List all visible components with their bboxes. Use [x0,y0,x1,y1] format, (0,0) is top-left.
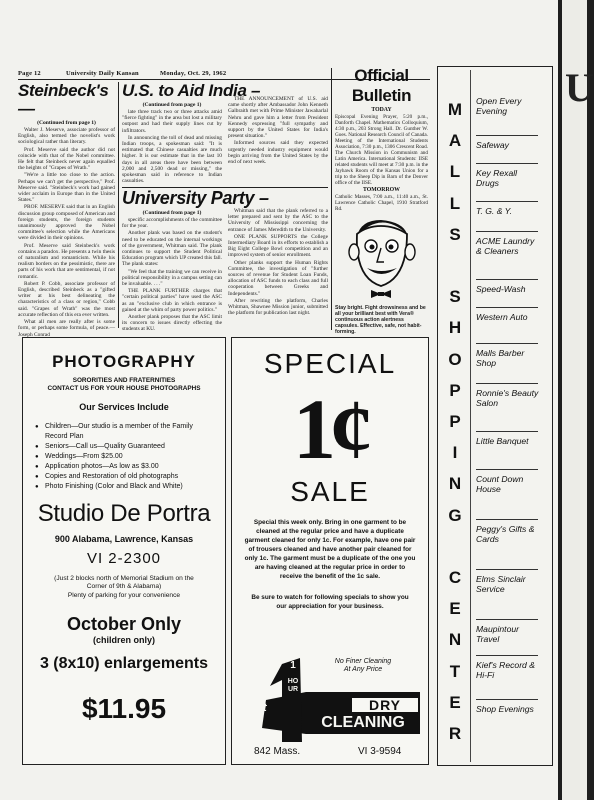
india-continued: (Continued from page 1) [142,102,202,108]
bulletin-text: Episcopal Evening Prayer, 5:20 p.m., Danforth Chapel. Mathematics Colloquium, 4:30 p.m., 203 Strong Hall. Dr. Gunther W. Goes. National Research Council of Canada. Meeting of the International Students Association, 7:30 p.m., 1306 Crescent Road. The Church Mission in Communism and Latin America. International Students: IISE related students will meet at 7:30 p.m. in the Jayhawk Room of the Kansas Union for a trip to the Sheep Dip in Barn of the Denver office of the IISE. [335,114,428,186]
malls-title-letter: L [449,193,461,213]
party-paragraph: Another plank was based on the student's need to be educated on the internal workings of the government, Whitman said. The plank continues to support the Student Political Education program which UP created this fall. The plank states: [122,230,222,268]
steinbeck-paragraph: "We're a little too close to the action. Perhaps we can't get the perspective," Prof. Meserve said. "Steinbeck's work had gained wider acclaim in Europe than in the United States." [18,172,115,204]
steinbeck-body [18,127,115,338]
sale-word: SALE [290,476,370,507]
malls-title-letter: N [448,630,462,650]
malls-store-separator [476,619,538,620]
service-item: ● Weddings—From $25.00 [35,452,213,462]
malls-store-separator [476,655,538,656]
party-paragraph: After rewriting the platform, Charles Whitman, Shawnee Mission junior, submitted the platform for publication last night. [228,297,328,317]
bulletin-today: TODAY [371,107,392,113]
malls-title-letter: N [448,474,462,494]
enlargements-offer: 3 (8x10) enlargements [39,655,209,673]
party-col2 [228,208,328,328]
bulletin-title: Official Bulletin [351,66,412,105]
studio-phone: VI 2-2300 [86,550,162,567]
children-only: (children only) [92,635,155,646]
service-item: ● Children—Our studio is a member of the Family Record Plan [35,422,213,442]
services-heading: Our Services Include [79,402,169,412]
cartoon-face-icon [335,208,428,300]
sale-body: Special this week only. Bring in one garment to be cleaned at the regular price and have a duplicate garment cleaned for only 1c. For example, have one pair of trousers cleaned and have another pair cleaned for only 1c. The garment must be a duplicate of the one you are having cleaned at the regular price in order to receive the benefit of the 1c sale. [244,519,416,580]
india-col1 [122,100,222,186]
photo-ad-sororities: SORORITIES AND FRATERNITIES [72,377,176,384]
malls-store-name: Shop Evenings [476,704,534,714]
fast-word: Fast [244,702,267,714]
sale-special: SPECIAL [263,348,397,379]
steinbeck-paragraph: PROF. MESERVE said that in an English discussion group composed of American and foreign students, the foreign students unanimously approved the Nobel committee's selection while the Americans were divided in their opinions. [18,204,115,242]
party-continued: (Continued from page 1) [142,210,202,216]
malls-title-letter: P [449,380,461,400]
cleaning-sale-ad [231,337,429,765]
party-story [122,189,328,207]
folio-page: Page 12 [18,70,41,77]
party-paragraph: "We feel that the training we can receive in political responsibility in a campus setting can be invaluable. . . ." [122,268,223,288]
malls-store-name: ACME Laundry & Cleaners [476,236,535,256]
malls-store-name: Key Rexall Drugs [476,168,518,188]
folio-paper: University Daily Kansan [66,70,139,77]
india-paragraph: THE ANNOUNCEMENT of U.S. aid came shortly after Ambassador John Kenneth Galbraith met with Prime Minister Jawaharlal Nehru and gave him a letter from President Kennedy expressing "full sympathy and support by the United States for India's present situation." [228,96,328,140]
studio-address: 900 Alabama, Lawrence, Kansas [54,534,194,544]
party-paragraph: THE PLANK FURTHER charges that "certain political parties" have used the ASC as an "exclusive club in which entrance is gained at the whim of party power politics." [122,288,222,313]
malls-title-letter: O [448,349,462,369]
cleaners-address: 842 Mass. [254,746,301,757]
malls-store-name: Elms Sinclair Service [476,574,526,594]
malls-store-separator [476,383,538,384]
party-col1 [122,208,223,333]
india-paragraph: late three track two or three attacks amid "fierce fighting" in the area but lost a military outpost and had their supply lines cut by infiltrators. [122,109,222,134]
one-cent-graphic [232,381,428,477]
vera-cartoon-ad [335,208,428,335]
malls-store-name: Peggy's Gifts & Cards [476,524,535,544]
studio-parking: Plenty of parking for your convenience [67,591,181,599]
malls-store-separator [476,469,538,470]
malls-store-separator [476,163,538,164]
malls-store-name: Little Banquet [476,436,529,446]
malls-store-separator [476,519,538,520]
malls-title-letter: E [449,599,461,619]
october-only: October Only [66,614,182,635]
malls-store-separator [476,569,538,570]
party-headline: University Party – [122,188,269,208]
malls-store-separator [476,135,538,136]
column-rule [331,68,332,330]
studio-location: (Just 2 blocks north of Memorial Stadium on the Corner of 9th & Alabama) [54,575,194,591]
malls-title-letter: S [449,287,461,307]
one-hour-logo [242,658,420,742]
column-rule [118,82,119,328]
malls-store-name: Safeway [476,140,509,150]
adjacent-page-letter: U [565,65,594,110]
malls-store-separator [476,343,538,344]
malls-title-letter: P [449,412,461,431]
malls-store-separator [476,231,538,232]
dry-word: DRY [368,697,402,713]
malls-store-name: Speed-Wash [476,284,526,294]
service-item: ● Copies and Restoration of old photographs [35,472,213,482]
photo-ad-title: PHOTOGRAPHY [52,352,196,371]
malls-store-name: Malls Barber Shop [476,348,525,368]
steinbeck-story [18,81,115,338]
services-list [35,422,213,492]
service-item: ● Photo Finishing (Color and Black and White) [35,482,213,492]
photography-ad [22,337,226,765]
malls-title-letter: E [449,692,461,712]
malls-store-name: Open Every Evening [476,96,522,116]
steinbeck-paragraph: Robert P. Cobb, associate professor of English, described Steinbeck as a "gifted writer at his best delineating the characteristics of a class or region," Cobb said. "Grapes of Wrath" was the most accurate reflection of this era ever written. [18,280,115,318]
malls-title-letter: S [449,224,461,244]
malls-store-separator [476,279,538,280]
malls-store-separator [476,699,538,700]
malls-store-name: Count Down House [476,474,524,494]
malls-title-letter: A [448,131,462,151]
malls-title-letter: H [448,318,462,338]
sale-note: Be sure to watch for following specials to show you our appreciation for your business. [251,594,409,610]
steinbeck-headline: Steinbeck's— [18,81,109,118]
malls-title-letter: M [447,100,463,119]
cartoon-caption: Stay bright. Fight drowsiness and be all your brilliant best with Vera® continuous action alertness capsules. Effective, safe, not habit-forming. [335,305,426,335]
steinbeck-paragraph: Prof. Meserve said the author did not coincide with that of the Nobel committee. He felt that Steinbeck never again equalled the heights of "Grapes of Wrath." [18,146,115,172]
offer-price: $11.95 [81,693,167,725]
studio-name: Studio De Portra [37,500,211,527]
party-paragraph: Another plank proposes that the ASC limit its concern to issues directly effecting the students at KU. [122,314,222,333]
india-headline: U.S. to Aid India – [122,81,261,100]
bulletin-tomorrow: TOMORROW [363,187,400,193]
malls-store-name: Western Auto [476,312,528,322]
malls-store-separator [476,307,538,308]
party-paragraph: Other planks support the Human Rights Committee, the investigation of "further sources of revenue for Student Loan Funds, allocation of ASC funds to each class and full cooperation between Greeks and Independents." [228,259,328,297]
malls-title-letter: L [449,162,461,182]
no-finer-block [306,658,420,674]
party-paragraph: Whitman said that the plank referred to a letter prepared and sent by the ASC to the University of Mississippi concerning the entrance of James Meredith to the University. [228,208,328,233]
malls-store-separator [476,431,538,432]
steinbeck-paragraph: Prof. Meserve said Steinbeck's work contains a paradox. He presents a twin thesis of naturalism and romanticism. While his realism borders on the pessimistic, there are parts of his work that are sentimental, if not romantic. [18,242,115,280]
malls-title-letter: C [448,568,462,587]
party-paragraph: specific accomplishments of the committee for the year. [122,217,222,230]
sale-amount: 1¢ [293,381,367,477]
malls-title-letter: T [449,661,461,681]
service-item: ● Seniors—Call us—Quality Guaranteed [35,442,213,452]
no-finer: No Finer Cleaning [334,658,392,665]
steinbeck-continued: (Continued from page 1) [37,120,96,126]
hour-number: 1 [290,660,296,671]
bulletin-text: Catholic Masses, 7:00 a.m., 11:40 a.m., St. Lawrence Catholic Chapel, 1910 Stratford Rd. [335,194,428,212]
hour-word: HOUR [287,678,299,693]
malls-store-name: Ronnie's Beauty Salon [476,388,539,408]
malls-title-letter: G [448,505,462,525]
folio-date: Monday, Oct. 29, 1962 [160,70,227,77]
malls-store-name: T. G. & Y. [476,206,512,216]
cleaners-phone: VI 3-9594 [358,746,402,757]
adjacent-page-edge [562,0,594,800]
steinbeck-paragraph: What all men are really after is some form, or perhaps some formula, of peace.—Joseph Conrad [18,319,115,338]
malls-divider [470,70,471,762]
party-paragraph: ONE PLANK SUPPORTS the College Intermediary Board in its efforts to establish a Big Eight College Bowl competition and an improved system of senior enrollment. [228,233,328,259]
malls-title-letter: R [448,724,462,743]
service-item: ● Application photos—As low as $3.00 [35,462,213,472]
cleaning-word: CLEANING [321,714,405,731]
photo-ad-contact: CONTACT US FOR YOUR HOUSE PHOTOGRAPHS [47,385,201,392]
steinbeck-paragraph: Walter J. Meserve, associate professor of English, also termed the novelist's work sociological rather than literary. [18,127,115,146]
any-price: At Any Price [343,666,383,673]
malls-store-name: Maupintour Travel [476,624,519,644]
malls-title-letter: I [452,443,458,463]
malls-store-name: Kief's Record & Hi-Fi [476,660,535,680]
malls-store-separator [476,201,538,202]
india-paragraph: Informed sources said they expected urgently needed industry equipment would begin arriving from the United States by the end of next week. [228,140,328,166]
official-bulletin [335,66,428,212]
india-paragraph: In announcing the toll of dead and missing Indian troops, a spokesman said: "It is estimated that Chinese casualties are much higher. It is our estimate that in the last 10 days in all areas there have been between 2,000 and 2,500 dead or missing," the spokesman said in reference to Indian casualties. [122,134,222,185]
india-col2 [228,96,328,186]
